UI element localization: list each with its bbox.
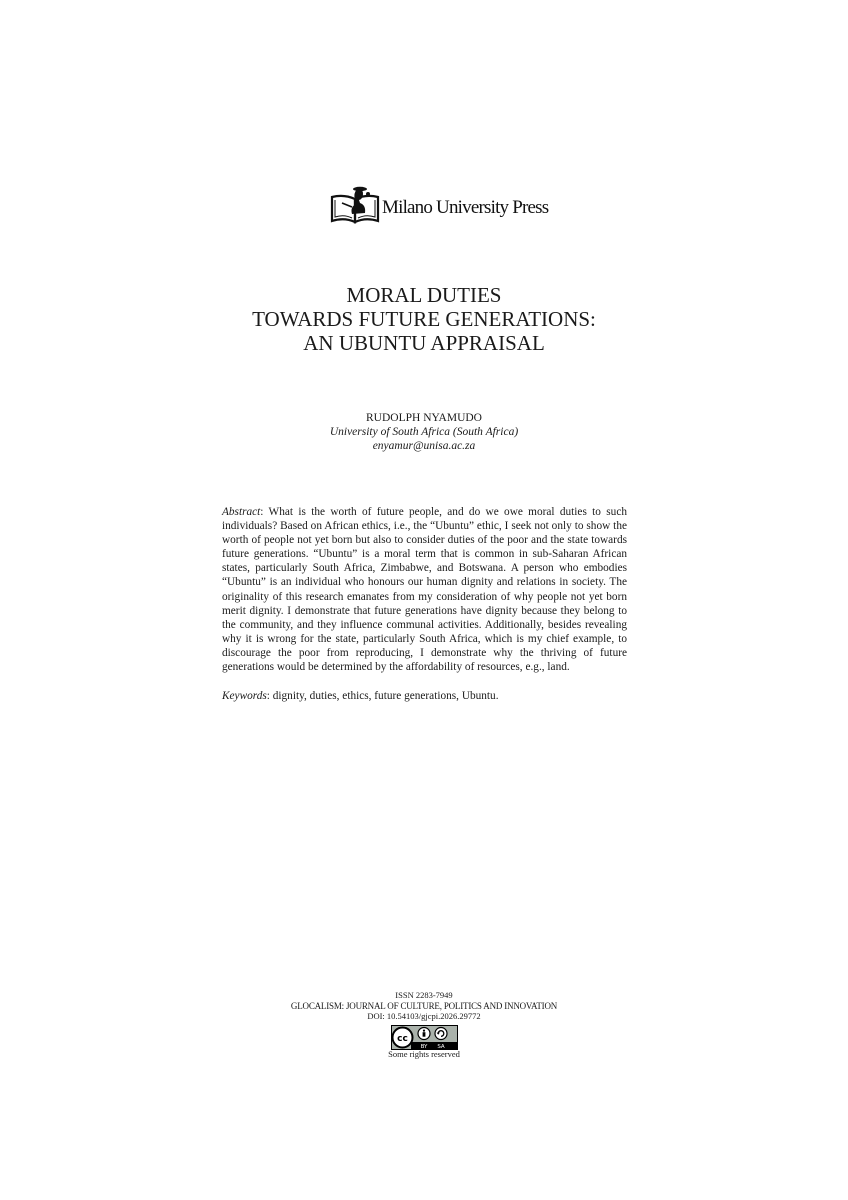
journal-name: GLOCALISM: JOURNAL OF CULTURE, POLITICS AND INNOVATION xyxy=(290,1000,558,1011)
sa-text: SA xyxy=(437,1044,445,1050)
article-title xyxy=(0,283,848,355)
abstract xyxy=(222,505,627,674)
keywords-label: Keywords xyxy=(222,690,267,702)
cc-license-badge[interactable] xyxy=(391,1025,458,1050)
title-line: TOWARDS FUTURE GENERATIONS: xyxy=(252,307,596,331)
title-line: MORAL DUTIES xyxy=(346,283,502,307)
abstract-label: Abstract xyxy=(222,506,261,518)
author-affiliation: University of South Africa (South Africa) xyxy=(329,426,519,438)
publisher-name: Milano University Press xyxy=(382,197,549,218)
by-icon xyxy=(418,1028,430,1040)
abstract-text: : What is the worth of future people, and do we owe moral duties to such individuals? Based on African ethics, i.e., the “Ubuntu” ethic, I seek not only to show the worth of people not yet born but also to consider duties of the poor and the state towards future generations. “Ubuntu” is a moral term that is common in sub-Saharan African states, particularly South Africa, Zimbabwe, and Botswana. A person who embodies “Ubuntu” is an individual who honours our human dignity and relations in society. The originality of this research emanates from my consideration of why people not yet born merit dignity. I demonstrate that future generations have dignity because they belong to the community, and they influence communal activities. Additionally, besides revealing why it is wrong for the state, particularly South Africa, which is my chief example, to discourage the poor from reproducing, I demonstrate why the thriving of future generations would be determined by the affordability of resources, e.g., land. xyxy=(222,506,627,674)
by-text: BY xyxy=(420,1044,428,1050)
rights-text: Some rights reserved xyxy=(388,1049,460,1059)
footer xyxy=(0,990,848,1022)
title-line: AN UBUNTU APPRAISAL xyxy=(303,331,545,355)
keywords-text: : dignity, duties, ethics, future generations, Ubuntu. xyxy=(266,690,499,702)
sa-icon xyxy=(435,1028,447,1040)
issn: ISSN 2283-7949 xyxy=(395,990,453,1000)
publisher-logo xyxy=(330,183,549,225)
author-name: RUDOLPH NYAMUDO xyxy=(366,412,482,424)
book-figure-icon xyxy=(330,183,382,225)
author-block xyxy=(0,411,848,453)
author-email[interactable]: enyamur@unisa.ac.za xyxy=(372,440,476,452)
keywords xyxy=(222,689,627,703)
doi[interactable]: DOI: 10.54103/gjcpi.2026.29772 xyxy=(367,1011,481,1021)
cc-text: cc xyxy=(397,1034,408,1044)
